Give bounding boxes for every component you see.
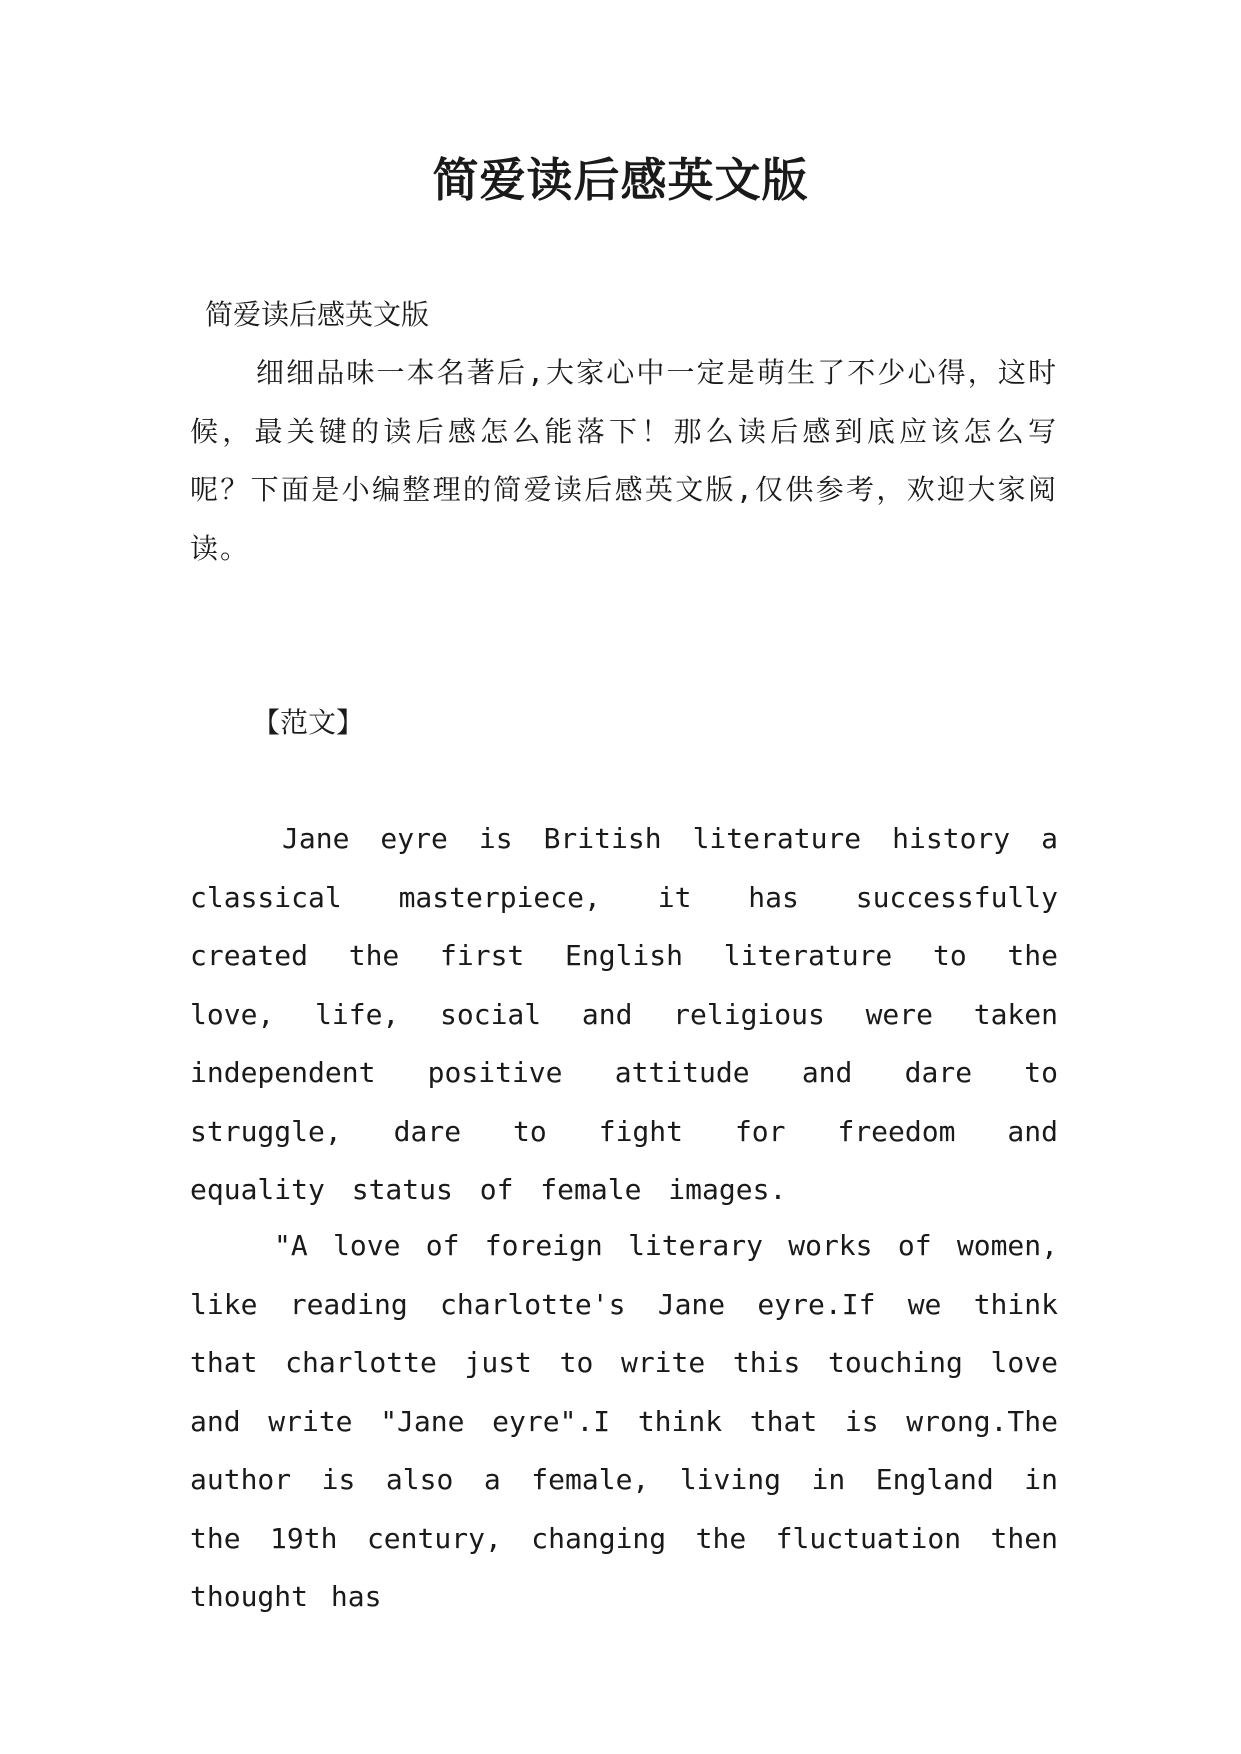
section-label: 【范文】: [252, 706, 365, 739]
document-subtitle: 简爱读后感英文版: [205, 298, 430, 331]
intro-paragraph: 细细品味一本名著后,大家心中一定是萌生了不少心得，这时候，最关键的读后感怎么能落下！那么读后感到底应该怎么写呢？下面是小编整理的简爱读后感英文版,仅供参考，欢迎大家阅读。: [190, 356, 1058, 565]
essay-paragraph: "A love of foreign literary works of women, like reading charlotte's Jane eyre.If we think that charlotte just to write this touching love and write "Jane eyre".I think that is wrong.The author is also a female, living in England in the 19th century, changing the fluctuation then thought has: [190, 1229, 1058, 1613]
essay-paragraph: Jane eyre is British literature history a classical masterpiece, it has successfully created the first English literature to the love, life, social and religious were taken independent positive attitude and dare to struggle, dare to fight for freedom and equality status of female images.: [190, 822, 1058, 1206]
document-title: 简爱读后感英文版: [432, 153, 809, 207]
